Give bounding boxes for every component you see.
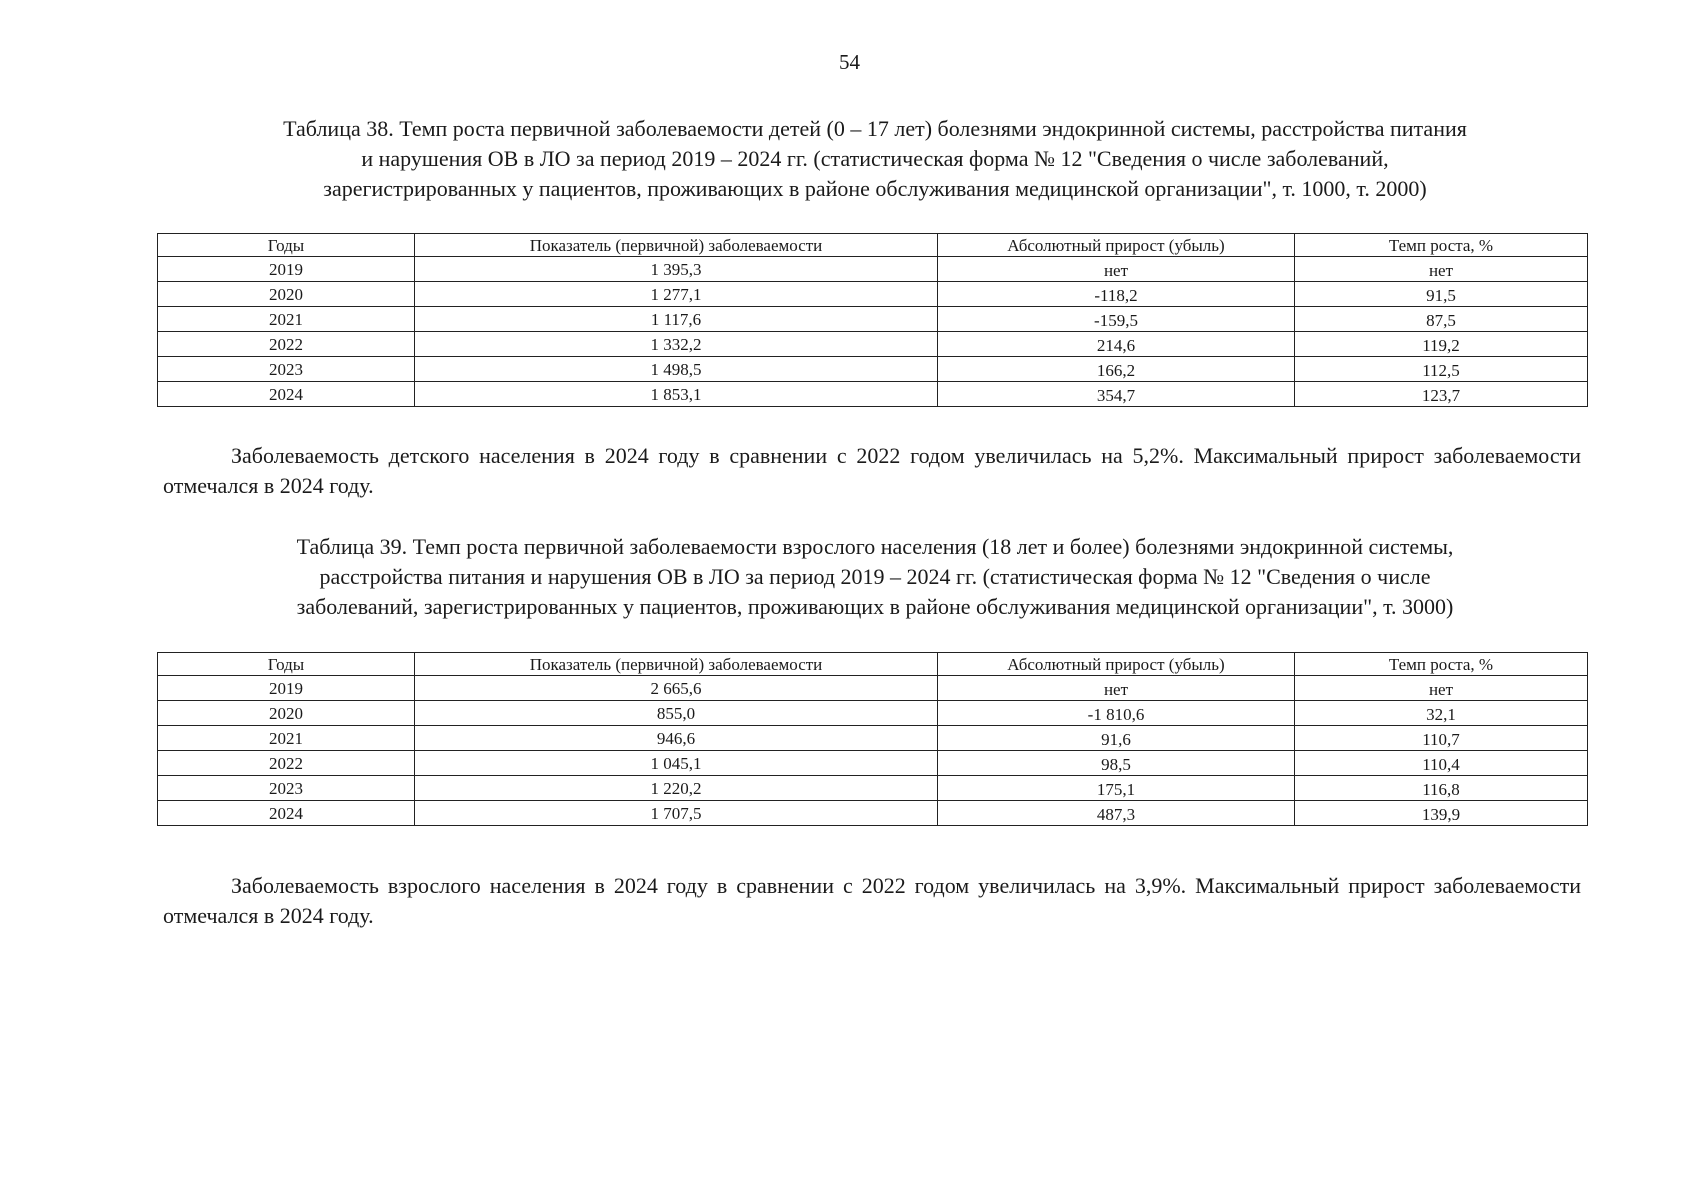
header-indicator: Показатель (первичной) заболеваемости [415, 234, 938, 257]
cell-indicator: 1 707,5 [415, 801, 938, 826]
table-row [158, 801, 1588, 826]
cell-year: 2020 [158, 701, 415, 726]
cell-year: 2019 [158, 676, 415, 701]
table-39 [157, 652, 1588, 826]
table-39-caption [155, 532, 1595, 622]
table-row [158, 332, 1588, 357]
paragraph-text: Заболеваемость взрослого населения в 2024 году в сравнении с 2022 годом увеличилась на 3,9%. Максимальный прирост заболеваемости отмечался в 2024 году. [163, 873, 1581, 928]
table-39-summary-paragraph [163, 871, 1581, 931]
cell-indicator: 1 045,1 [415, 751, 938, 776]
cell-absolute-change: -118,2 [938, 282, 1295, 307]
table-row [158, 282, 1588, 307]
cell-growth-rate: 91,5 [1295, 282, 1588, 307]
cell-indicator: 1 220,2 [415, 776, 938, 801]
table-38 [157, 233, 1588, 407]
cell-year: 2021 [158, 726, 415, 751]
caption-line: и нарушения ОВ в ЛО за период 2019 – 2024 гг. (статистическая форма № 12 "Сведения о числе заболеваний, [361, 146, 1389, 171]
cell-year: 2023 [158, 357, 415, 382]
cell-growth-rate: 110,7 [1295, 726, 1588, 751]
table-row [158, 676, 1588, 701]
cell-growth-rate: 112,5 [1295, 357, 1588, 382]
cell-absolute-change: 98,5 [938, 751, 1295, 776]
table-row [158, 776, 1588, 801]
paragraph-text: Заболеваемость детского населения в 2024 году в сравнении с 2022 годом увеличилась на 5,2%. Максимальный прирост заболеваемости отмечался в 2024 году. [163, 443, 1581, 498]
cell-absolute-change: 354,7 [938, 382, 1295, 407]
table-38-caption [155, 114, 1595, 204]
table-38-summary-paragraph [163, 441, 1581, 501]
cell-year: 2023 [158, 776, 415, 801]
table-row [158, 726, 1588, 751]
header-growth-rate: Темп роста, % [1295, 234, 1588, 257]
caption-line: заболеваний, зарегистрированных у пациентов, проживающих в районе обслуживания медицинской организации", т. 3000) [296, 594, 1454, 619]
header-absolute-change: Абсолютный прирост (убыль) [938, 234, 1295, 257]
cell-growth-rate: 32,1 [1295, 701, 1588, 726]
caption-line: зарегистрированных у пациентов, проживающих в районе обслуживания медицинской организации", т. 1000, т. 2000) [323, 176, 1427, 201]
cell-absolute-change: 487,3 [938, 801, 1295, 826]
cell-year: 2024 [158, 801, 415, 826]
cell-year: 2022 [158, 751, 415, 776]
cell-growth-rate: нет [1295, 257, 1588, 282]
cell-year: 2022 [158, 332, 415, 357]
header-growth-rate: Темп роста, % [1295, 653, 1588, 676]
cell-indicator: 1 853,1 [415, 382, 938, 407]
cell-year: 2024 [158, 382, 415, 407]
cell-growth-rate: 119,2 [1295, 332, 1588, 357]
header-indicator: Показатель (первичной) заболеваемости [415, 653, 938, 676]
cell-growth-rate: 139,9 [1295, 801, 1588, 826]
cell-year: 2020 [158, 282, 415, 307]
cell-growth-rate: 123,7 [1295, 382, 1588, 407]
cell-absolute-change: 91,6 [938, 726, 1295, 751]
cell-absolute-change: 166,2 [938, 357, 1295, 382]
cell-year: 2021 [158, 307, 415, 332]
caption-line: Таблица 39. Темп роста первичной заболеваемости взрослого населения (18 лет и более) болезнями эндокринной системы, [296, 534, 1454, 559]
table-row [158, 257, 1588, 282]
cell-absolute-change: нет [938, 676, 1295, 701]
cell-absolute-change: -1 810,6 [938, 701, 1295, 726]
table-header-row [158, 234, 1588, 257]
cell-indicator: 855,0 [415, 701, 938, 726]
header-years: Годы [158, 653, 415, 676]
cell-absolute-change: нет [938, 257, 1295, 282]
cell-growth-rate: 87,5 [1295, 307, 1588, 332]
header-years: Годы [158, 234, 415, 257]
table-row [158, 307, 1588, 332]
cell-indicator: 1 498,5 [415, 357, 938, 382]
cell-indicator: 1 117,6 [415, 307, 938, 332]
cell-growth-rate: 116,8 [1295, 776, 1588, 801]
cell-growth-rate: нет [1295, 676, 1588, 701]
caption-line: Таблица 38. Темп роста первичной заболеваемости детей (0 – 17 лет) болезнями эндокринной системы, расстройства питания [283, 116, 1467, 141]
cell-absolute-change: 214,6 [938, 332, 1295, 357]
cell-indicator: 1 395,3 [415, 257, 938, 282]
cell-indicator: 1 332,2 [415, 332, 938, 357]
cell-absolute-change: -159,5 [938, 307, 1295, 332]
table-row [158, 751, 1588, 776]
cell-year: 2019 [158, 257, 415, 282]
page-number: 54 [839, 50, 860, 74]
cell-growth-rate: 110,4 [1295, 751, 1588, 776]
cell-indicator: 2 665,6 [415, 676, 938, 701]
table-row [158, 701, 1588, 726]
cell-indicator: 1 277,1 [415, 282, 938, 307]
table-row [158, 357, 1588, 382]
table-row [158, 382, 1588, 407]
cell-indicator: 946,6 [415, 726, 938, 751]
caption-line: расстройства питания и нарушения ОВ в ЛО за период 2019 – 2024 гг. (статистическая форма № 12 "Сведения о числе [319, 564, 1431, 589]
header-absolute-change: Абсолютный прирост (убыль) [938, 653, 1295, 676]
table-header-row [158, 653, 1588, 676]
cell-absolute-change: 175,1 [938, 776, 1295, 801]
